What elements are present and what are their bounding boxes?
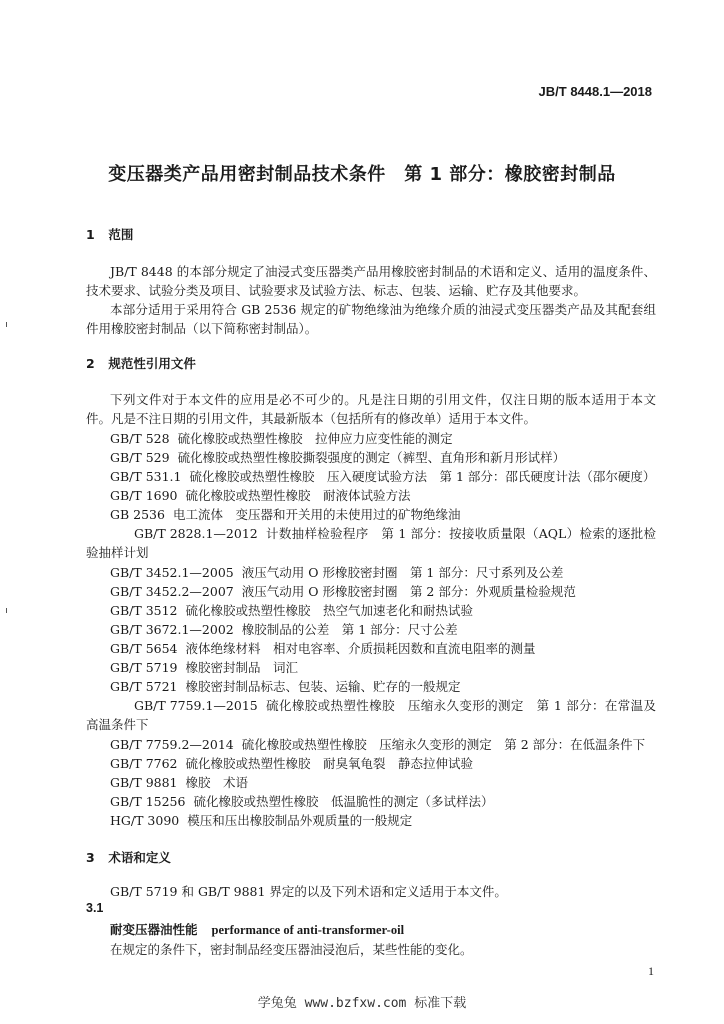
section-1-heading: [86, 225, 133, 243]
reference-item: GB/T 5654 液体绝缘材料 相对电容率、介质损耗因数和直流电阻率的测量: [110, 641, 536, 656]
reference-item: GB/T 3452.1—2005 液压气动用 O 形橡胶密封圈 第 1 部分：尺寸系列及公差: [110, 565, 564, 580]
reference-item: GB 2536 电工流体 变压器和开关用的未使用过的矿物绝缘油: [110, 507, 461, 522]
reference-item: GB/T 9881 橡胶 术语: [110, 775, 249, 790]
reference-item: GB/T 529 硫化橡胶或热塑性橡胶撕裂强度的测定（裤型、直角形和新月形试样）: [110, 450, 566, 465]
reference-item: GB/T 3512 硫化橡胶或热塑性橡胶 热空气加速老化和耐热试验: [110, 603, 474, 618]
section-title: 范围: [108, 227, 134, 242]
margin-mark: [6, 322, 7, 327]
term-english: performance of anti-transformer-oil: [211, 923, 405, 937]
term-number: 3.1: [86, 901, 104, 915]
reference-item: GB/T 7762 硫化橡胶或热塑性橡胶 耐臭氧龟裂 静态拉伸试验: [110, 756, 474, 771]
reference-item: GB/T 2828.1—2012 计数抽样检验程序 第 1 部分：按接收质量限（AQL）检索的逐批检验抽样计划: [86, 526, 656, 560]
reference-item: GB/T 5719 橡胶密封制品 词汇: [110, 660, 299, 675]
term-chinese: 耐变压器油性能: [110, 922, 198, 937]
term-definition: 在规定的条件下，密封制品经变压器油浸泡后，某些性能的变化。: [110, 942, 473, 957]
reference-item: GB/T 531.1 硫化橡胶或热塑性橡胶 压入硬度试验方法 第 1 部分：邵氏硬度计法（邵尔硬度）: [110, 469, 656, 484]
section-number: 2: [86, 356, 95, 371]
reference-item: GB/T 5721 橡胶密封制品标志、包装、运输、贮存的一般规定: [110, 679, 461, 694]
section-3-heading: [86, 848, 171, 866]
reference-item: GB/T 3452.2—2007 液压气动用 O 形橡胶密封圈 第 2 部分：外观质量检验规范: [110, 584, 576, 599]
reference-item: GB/T 7759.1—2015 硫化橡胶或热塑性橡胶 压缩永久变形的测定 第 1 部分：在常温及高温条件下: [86, 698, 656, 732]
reference-item: HG/T 3090 模压和压出橡胶制品外观质量的一般规定: [110, 813, 413, 828]
reference-item: GB/T 528 硫化橡胶或热塑性橡胶 拉伸应力应变性能的测定: [110, 431, 453, 446]
section-2-heading: [86, 354, 196, 372]
document-title: 变压器类产品用密封制品技术条件 第 1 部分：橡胶密封制品: [108, 164, 616, 185]
margin-mark: [6, 608, 7, 613]
term-entry: [110, 920, 404, 938]
site-watermark-footer: 学兔兔 www.bzfxw.com 标准下载: [257, 996, 467, 1011]
scope-paragraph-1: JB/T 8448 的本部分规定了油浸式变压器类产品用橡胶密封制品的术语和定义、适用的温度条件、技术要求、试验分类及项目、试验要求及试验方法、标志、包装、运输、贮存及其他要求。: [86, 264, 656, 298]
normative-references-intro: 下列文件对于本文件的应用是必不可少的。凡是注日期的引用文件，仅注日期的版本适用于本文件。凡是不注日期的引用文件，其最新版本（包括所有的修改单）适用于本文件。: [86, 392, 656, 426]
reference-item: GB/T 3672.1—2002 橡胶制品的公差 第 1 部分：尺寸公差: [110, 622, 458, 637]
reference-item: GB/T 15256 硫化橡胶或热塑性橡胶 低温脆性的测定（多试样法）: [110, 794, 494, 809]
scope-paragraph-2: 本部分适用于采用符合 GB 2536 规定的矿物绝缘油为绝缘介质的油浸式变压器类产品及其配套组件用橡胶密封制品（以下简称密封制品）。: [86, 302, 656, 336]
reference-item: GB/T 1690 硫化橡胶或热塑性橡胶 耐液体试验方法: [110, 488, 411, 503]
terms-intro: GB/T 5719 和 GB/T 9881 界定的以及下列术语和定义适用于本文件。: [110, 884, 507, 899]
section-number: 1: [86, 227, 95, 242]
section-title: 规范性引用文件: [108, 356, 196, 371]
standard-code: JB/T 8448.1—2018: [538, 84, 652, 99]
section-title: 术语和定义: [108, 850, 171, 865]
page-number: 1: [648, 964, 654, 978]
reference-item: GB/T 7759.2—2014 硫化橡胶或热塑性橡胶 压缩永久变形的测定 第 2 部分：在低温条件下: [110, 737, 646, 752]
section-number: 3: [86, 850, 95, 865]
